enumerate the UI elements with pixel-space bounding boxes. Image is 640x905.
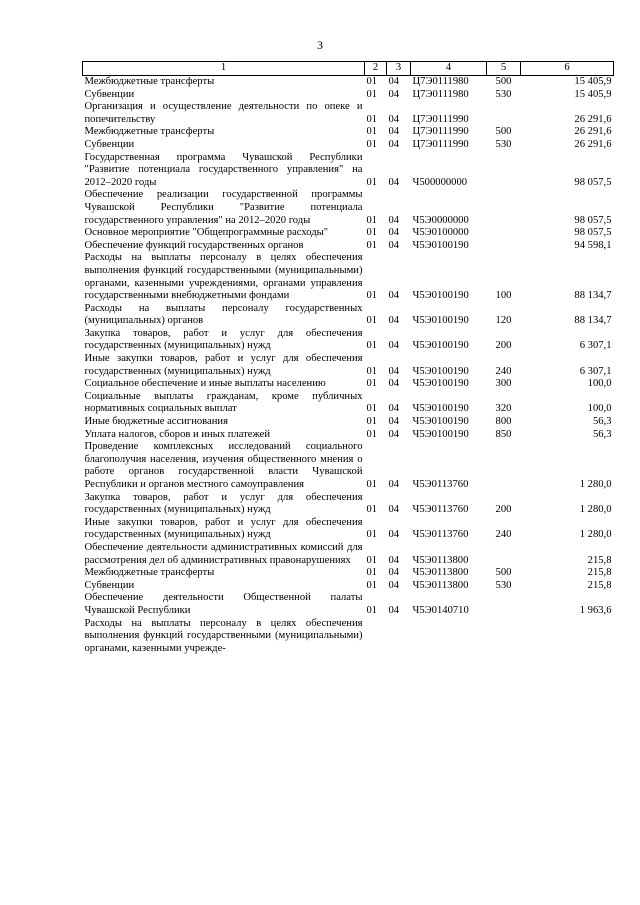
subsection-code: 04 [388,579,400,591]
amount: 1 280,0 [579,479,612,490]
section-code: 01 [366,554,378,566]
subsection-code: 04 [388,504,400,516]
section-code: 01 [366,567,378,579]
section-code: 01 [366,138,378,150]
section-code [365,618,387,656]
section-code: 01 [366,403,378,415]
subsection-code: 04 [388,113,400,125]
target-article-code: Ц7Э0111980 [412,88,469,100]
subsection-code: 04 [388,378,400,390]
subsection-code: 04 [388,365,400,377]
target-article-code [411,618,487,656]
expense-type-code [487,592,521,617]
target-article-code: Ц7Э0111990 [412,138,469,150]
amount: 26 291,6 [574,126,612,138]
expense-type-code: 200 [495,340,512,352]
table-row [83,139,614,152]
column-header-3: 3 [387,62,411,76]
table-row [83,152,614,190]
amount: 98 057,5 [574,227,612,239]
amount: 98 057,5 [574,214,612,226]
expense-type-code: 300 [495,378,512,390]
item-name: Межбюджетные трансферты [84,76,215,87]
target-article-code: Ц7Э0111990 [412,126,469,138]
table-row [83,252,614,302]
section-code: 01 [366,378,378,390]
amount: 98 057,5 [574,176,612,188]
table-row [83,240,614,253]
item-name: Обеспечение деятельности административных комиссий для рассмотрения дел об административных правонарушениях [84,541,363,566]
amount [521,618,614,656]
item-name: Основное мероприятие "Общепрограммные расходы" [84,227,329,239]
section-code: 01 [366,88,378,100]
amount: 100,0 [587,403,612,415]
section-code: 01 [366,365,378,377]
section-code: 01 [366,113,378,125]
section-code: 01 [366,579,378,591]
target-article-code: Ч5Э0113800 [412,554,469,566]
table-row [83,126,614,139]
table-row [83,580,614,593]
item-name: Иные закупки товаров, работ и услуг для обеспечения государственных (муниципальных) нужд [84,353,363,377]
target-article-code: Ч5Э0100190 [412,365,469,377]
item-name: Проведение комплексных исследований социального благополучия населения, изучения общественного мнения о работе органов государственной власти Чувашской Республики и органов местного самоуправления [84,441,363,490]
section-code: 01 [366,604,378,616]
amount: 215,8 [587,567,612,579]
table-row [83,492,614,517]
table-row [83,189,614,227]
amount: 100,0 [587,378,612,390]
item-name: Закупка товаров, работ и услуг для обеспечения государственных (муниципальных) нужд [84,327,363,352]
expense-type-code: 320 [495,403,512,415]
subsection-code: 04 [388,214,400,226]
target-article-code: Ч5Э0113760 [412,479,469,490]
section-code: 01 [366,529,378,541]
table-row [83,89,614,102]
table-row [83,303,614,328]
target-article-code: Ч5Э0100190 [412,315,469,327]
amount: 6 307,1 [579,365,612,377]
item-name: Социальные выплаты гражданам, кроме публичных нормативных социальных выплат [84,390,363,415]
amount: 94 598,1 [574,239,612,251]
expense-type-code: 500 [495,76,512,87]
table-row [83,353,614,378]
column-header-5: 5 [487,62,521,76]
expense-type-code: 240 [495,365,512,377]
subsection-code [387,618,411,656]
item-name: Обеспечение реализации государственной программы Чувашской Республики "Развитие потенциала государственного управления" на 2012–2020 годы [84,189,363,226]
amount: 26 291,6 [574,113,612,125]
item-name: Субвенции [84,88,135,100]
subsection-code: 04 [388,554,400,566]
table-row [83,592,614,617]
section-code: 01 [366,340,378,352]
item-name: Иные закупки товаров, работ и услуг для обеспечения государственных (муниципальных) нужд [84,516,363,541]
subsection-code: 04 [388,529,400,541]
expense-type-code: 120 [495,315,512,327]
item-name: Субвенции [84,138,135,150]
item-name: Расходы на выплаты персоналу в целях обеспечения выполнения функций государственными (муниципальными) органами, казенными учрежде- [84,617,363,654]
subsection-code: 04 [388,138,400,150]
table-row [83,542,614,567]
expense-type-code [487,227,521,240]
expense-type-code: 200 [495,504,512,516]
column-header-6: 6 [521,62,614,76]
target-article-code: Ч5Э0100190 [412,403,469,415]
section-code: 01 [366,239,378,251]
expense-type-code: 850 [495,428,512,440]
expense-type-code: 530 [495,138,512,150]
section-code: 01 [366,290,378,302]
target-article-code: Ч5Э0100190 [412,428,469,440]
target-article-code: Ч5Э0113800 [412,567,469,579]
amount: 215,8 [587,554,612,566]
table-row [83,441,614,491]
subsection-code: 04 [388,403,400,415]
item-name: Организация и осуществление деятельности по опеке и попечительству [84,101,363,125]
target-article-code: Ч5Э0113760 [412,504,469,516]
target-article-code: Ч5Э0100190 [412,378,469,390]
amount: 88 134,7 [574,290,612,302]
subsection-code: 04 [388,315,400,327]
expense-type-code [487,101,521,126]
section-code: 01 [366,504,378,516]
subsection-code: 04 [388,428,400,440]
table-row [83,517,614,542]
amount: 1 963,6 [579,604,612,616]
subsection-code: 04 [388,227,400,239]
table-row [83,429,614,442]
section-code: 01 [366,416,378,428]
amount: 56,3 [592,416,612,428]
expense-type-code [487,618,521,656]
amount: 15 405,9 [574,88,612,100]
item-name: Расходы на выплаты персоналу государственных (муниципальных) органов [84,302,363,327]
column-header-1: 1 [83,62,365,76]
expense-type-code [487,542,521,567]
expense-type-code: 500 [495,567,512,579]
table-row [83,567,614,580]
subsection-code: 04 [388,604,400,616]
subsection-code: 04 [388,76,400,87]
subsection-code: 04 [388,176,400,188]
table-body [83,76,614,656]
amount: 26 291,6 [574,138,612,150]
subsection-code: 04 [388,340,400,352]
amount: 6 307,1 [579,340,612,352]
expense-type-code [487,441,521,491]
target-article-code: Ч5Э0100190 [412,239,469,251]
item-name: Социальное обеспечение и иные выплаты населению [84,378,326,390]
expense-type-code [487,240,521,253]
item-name: Иные бюджетные ассигнования [84,416,228,428]
target-article-code: Ч5Э0113800 [412,579,469,591]
target-article-code: Ц7Э0111990 [412,113,469,125]
section-code: 01 [366,176,378,188]
subsection-code: 04 [388,290,400,302]
column-header-4: 4 [411,62,487,76]
amount: 1 280,0 [579,504,612,516]
item-name: Закупка товаров, работ и услуг для обеспечения государственных (муниципальных) нужд [84,491,363,516]
amount: 215,8 [587,579,612,591]
section-code: 01 [366,214,378,226]
section-code: 01 [366,315,378,327]
expense-type-code [487,189,521,227]
expense-type-code: 240 [495,529,512,541]
item-name: Обеспечение функций государственных органов [84,239,304,251]
section-code: 01 [366,479,378,490]
expense-type-code: 530 [495,88,512,100]
section-code: 01 [366,76,378,87]
target-article-code: Ч5Э0100190 [412,290,469,302]
item-name: Государственная программа Чувашской Республики "Развитие потенциала государственного управления" на 2012–2020 годы [84,151,363,188]
expense-type-code: 500 [495,126,512,138]
table-header-row [83,62,614,76]
item-name: Межбюджетные трансферты [84,126,215,138]
amount: 1 280,0 [579,529,612,541]
table-row [83,101,614,126]
subsection-code: 04 [388,239,400,251]
table-row [83,618,614,656]
subsection-code: 04 [388,479,400,490]
target-article-code: Ч5Э0140710 [412,604,469,616]
target-article-code: Ч5Э0113760 [412,529,469,541]
amount: 15 405,9 [574,76,612,87]
item-name: Уплата налогов, сборов и иных платежей [84,428,271,440]
amount: 88 134,7 [574,315,612,327]
budget-table [82,61,614,655]
table-row [83,227,614,240]
table-row [83,328,614,353]
subsection-code: 04 [388,416,400,428]
item-name: Расходы на выплаты персоналу в целях обеспечения выполнения функций государственными (муниципальными) органами, казенными учреждениями, органами управления государственными внебюджетными фондами [84,252,363,302]
subsection-code: 04 [388,126,400,138]
section-code: 01 [366,428,378,440]
item-name: Субвенции [84,579,135,591]
section-code: 01 [366,227,378,239]
subsection-code: 04 [388,567,400,579]
target-article-code: Ч5Э0100190 [412,340,469,352]
amount: 56,3 [592,428,612,440]
table-row [83,378,614,391]
section-code: 01 [366,126,378,138]
expense-type-code: 800 [495,416,512,428]
target-article-code: Ц7Э0111980 [412,76,469,87]
table-row [83,391,614,416]
subsection-code: 04 [388,88,400,100]
target-article-code: Ч5Э0100000 [412,227,469,239]
target-article-code: Ч5Э0100190 [412,416,469,428]
item-name: Межбюджетные трансферты [84,567,215,579]
expense-type-code: 100 [495,290,512,302]
table-row [83,76,614,89]
page-number: 3 [317,38,323,52]
expense-type-code [487,152,521,190]
target-article-code: Ч5Э0000000 [412,214,469,226]
item-name: Обеспечение деятельности Общественной палаты Чувашской Республики [84,592,363,616]
target-article-code: Ч500000000 [412,176,468,188]
table-row [83,416,614,429]
column-header-2: 2 [365,62,387,76]
expense-type-code: 530 [495,579,512,591]
